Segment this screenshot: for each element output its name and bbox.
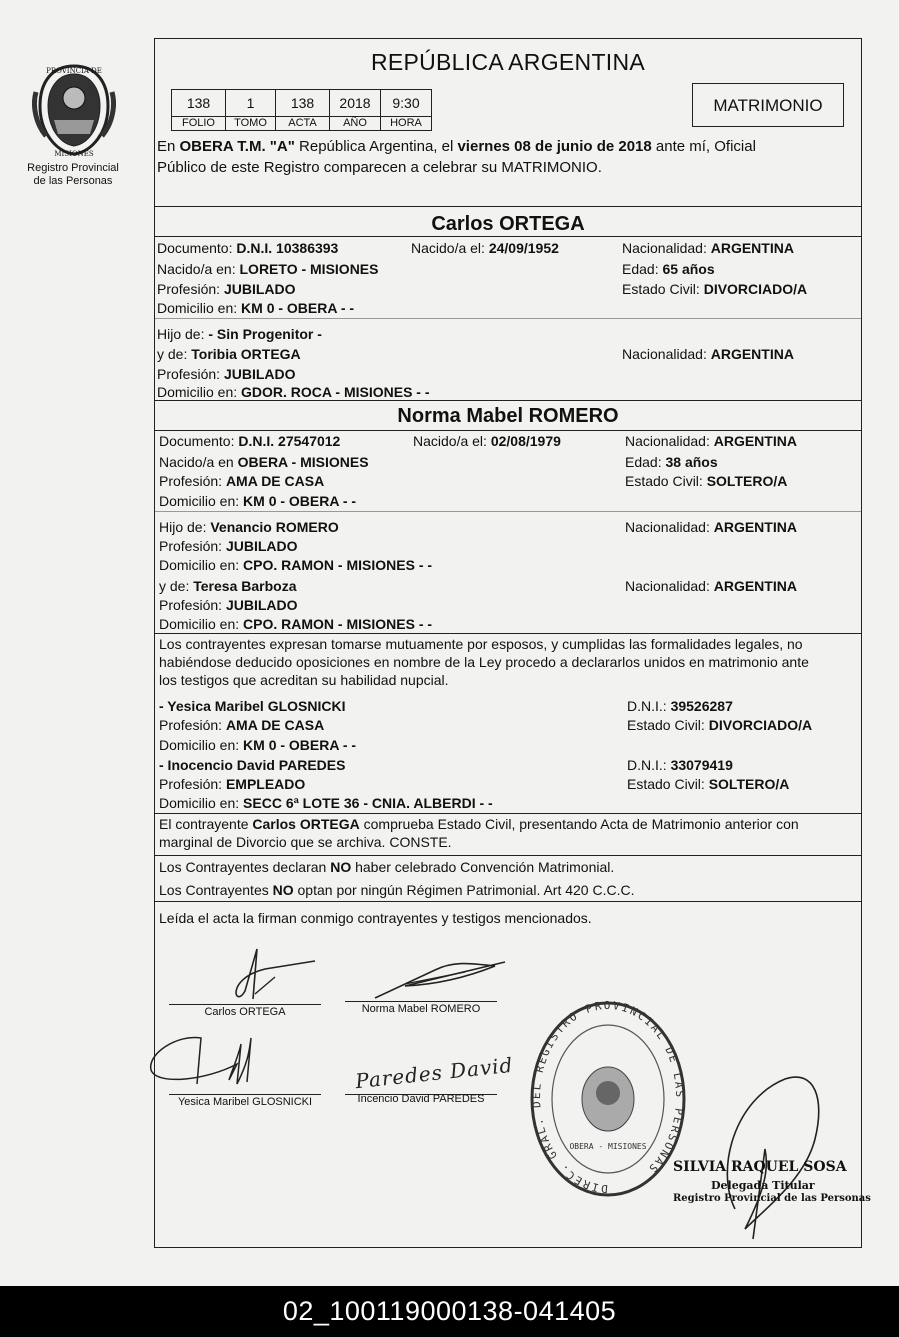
record-table xyxy=(171,89,432,131)
spouse1-row-dom: Domicilio en: KM 0 - OBERA - - xyxy=(157,300,355,316)
spouse2-row-prof: Profesión: AMA DE CASA Estado Civil: SOLTERO/A xyxy=(159,473,788,489)
intro-text: En OBERA T.M. "A" República Argentina, el viernes 08 de junio de 2018 ante mí, Oficial Público de este Registro comparecen a celebrar su MATRIMONIO. xyxy=(157,138,756,176)
svg-text:PROVINCIA DE: PROVINCIA DE xyxy=(46,67,102,75)
signature-line xyxy=(169,1004,321,1005)
folio-label: FOLIO xyxy=(172,117,226,131)
signature-inocencio: Paredes David xyxy=(354,1052,515,1094)
witness1-row-name: - Yesica Maribel GLOSNICKI D.N.I.: 39526287 xyxy=(159,698,733,714)
spouse2-row-parent1-dom: Domicilio en: CPO. RAMON - MISIONES - - xyxy=(159,557,433,573)
spouse1-row-born: Nacido/a en: LORETO - MISIONES Edad: 65 años xyxy=(157,261,715,277)
spouse2-name: Norma Mabel ROMERO xyxy=(397,405,619,427)
signature-official xyxy=(695,1059,845,1249)
witness2-row-name: - Inocencio David PAREDES D.N.I.: 33079419 xyxy=(159,757,733,773)
document-title: REPÚBLICA ARGENTINA xyxy=(370,49,646,75)
divider xyxy=(155,236,861,237)
conventions-text: Los Contrayentes declaran NO haber celebrado Convención Matrimonial. Los Contrayentes NO optan por ningún Régimen Patrimonial. Art 420 C.C.C. xyxy=(159,859,635,898)
signature-caption-1: Carlos ORTEGA xyxy=(204,1006,286,1018)
act-type-box: MATRIMONIO xyxy=(692,83,844,127)
spouse1-row-parent2: y de: Toribia ORTEGA Nacionalidad: ARGENTINA xyxy=(157,346,794,362)
spouse1-row-parent2-prof: Profesión: JUBILADO xyxy=(157,366,296,382)
divider xyxy=(155,901,861,902)
divider xyxy=(155,206,861,207)
witness1-row-prof: Profesión: AMA DE CASA Estado Civil: DIVORCIADO/A xyxy=(159,717,813,733)
registry-caption-line2: de las Personas xyxy=(33,175,113,187)
registry-logo xyxy=(32,62,116,163)
spouse2-row-dom: Domicilio en: KM 0 - OBERA - - xyxy=(159,493,357,509)
divider xyxy=(155,633,861,634)
registry-caption-line1: Registro Provincial xyxy=(27,162,119,174)
stamp-ring-text: DIREC. GRAL. DEL REGISTRO PROVINCIAL DE LAS PERSONAS xyxy=(529,999,687,1196)
spouse2-row-parent1-prof: Profesión: JUBILADO xyxy=(159,538,298,554)
divider xyxy=(155,511,861,512)
acta-label: ACTA xyxy=(276,117,330,131)
stamp-inner-text: OBERA - MISIONES xyxy=(569,1142,647,1151)
signature-norma xyxy=(365,954,515,1004)
hora-value: 9:30 xyxy=(381,90,432,117)
witness2-row-prof: Profesión: EMPLEADO Estado Civil: SOLTERO/A xyxy=(159,776,790,792)
spouse1-row-prof: Profesión: JUBILADO Estado Civil: DIVORCIADO/A xyxy=(157,281,808,297)
spouse1-row-parent2-dom: Domicilio en: GDOR. ROCA - MISIONES - - xyxy=(157,384,430,400)
tomo-value: 1 xyxy=(226,90,276,117)
svg-text:MISIONES: MISIONES xyxy=(54,150,94,158)
spouse2-row-parent1: Hijo de: Venancio ROMERO Nacionalidad: ARGENTINA xyxy=(159,519,797,535)
witness2-row-dom: Domicilio en: SECC 6ª LOTE 36 - CNIA. ALBERDI - - xyxy=(159,795,493,811)
declaration-text: Los contrayentes expresan tomarse mutuamente por esposos, y cumplidas las formalidades legales, no habiéndose deducido oposiciones en nombre de la Ley procedo a declararlos unidos en matrimonio ante los testigos que acreditan su habilidad nupcial. xyxy=(159,636,809,688)
signature-caption-3: Yesica Maribel GLOSNICKI xyxy=(177,1096,313,1108)
official-stamp xyxy=(529,999,687,1199)
official-name: SILVIA RAQUEL SOSA xyxy=(673,1159,847,1175)
anio-label: AÑO xyxy=(330,117,381,131)
civil-status-note: El contrayente Carlos ORTEGA comprueba Estado Civil, presentando Acta de Matrimonio anterior con marginal de Divorcio que se archiva. CONSTE. xyxy=(159,816,799,850)
signature-caption-2: Norma Mabel ROMERO xyxy=(361,1003,481,1015)
spouse1-row-doc: Documento: D.N.I. 10386393 Nacido/a el: 24/09/1952 Nacionalidad: ARGENTINA xyxy=(157,240,794,256)
witness1-row-dom: Domicilio en: KM 0 - OBERA - - xyxy=(159,737,357,753)
spouse2-row-parent2: y de: Teresa Barboza Nacionalidad: ARGENTINA xyxy=(159,578,797,594)
marriage-certificate xyxy=(154,38,871,1248)
signature-carlos xyxy=(195,939,345,1009)
anio-value: 2018 xyxy=(330,90,381,117)
official-role: Delegada Titular xyxy=(711,1179,815,1192)
closing-text: Leída el acta la firman conmigo contrayentes y testigos mencionados. xyxy=(159,910,592,926)
document-code: 02_100119000138-041405 xyxy=(282,1296,617,1326)
spouse2-row-doc: Documento: D.N.I. 27547012 Nacido/a el: 02/08/1979 Nacionalidad: ARGENTINA xyxy=(159,433,797,449)
divider xyxy=(155,400,861,401)
spouse2-row-born: Nacido/a en OBERA - MISIONES Edad: 38 años xyxy=(159,454,718,470)
tomo-label: TOMO xyxy=(226,117,276,131)
divider xyxy=(155,318,861,319)
registry-caption xyxy=(10,162,136,188)
signature-line xyxy=(169,1094,321,1095)
signature-caption-4: Incencio David PAREDES xyxy=(357,1093,485,1105)
spouse2-row-parent2-prof: Profesión: JUBILADO xyxy=(159,597,298,613)
spouse2-row-parent2-dom: Domicilio en: CPO. RAMON - MISIONES - - xyxy=(159,616,433,632)
spouse1-name: Carlos ORTEGA xyxy=(431,213,585,235)
signature-line xyxy=(345,1001,497,1002)
official-office: Registro Provincial de las Personas xyxy=(673,1193,871,1204)
acta-value: 138 xyxy=(276,90,330,117)
signature-yesica xyxy=(137,1024,287,1094)
divider xyxy=(155,813,861,814)
hora-label: HORA xyxy=(381,117,432,131)
folio-value: 138 xyxy=(172,90,226,117)
spouse1-row-parent1: Hijo de: - Sin Progenitor - xyxy=(157,326,322,342)
